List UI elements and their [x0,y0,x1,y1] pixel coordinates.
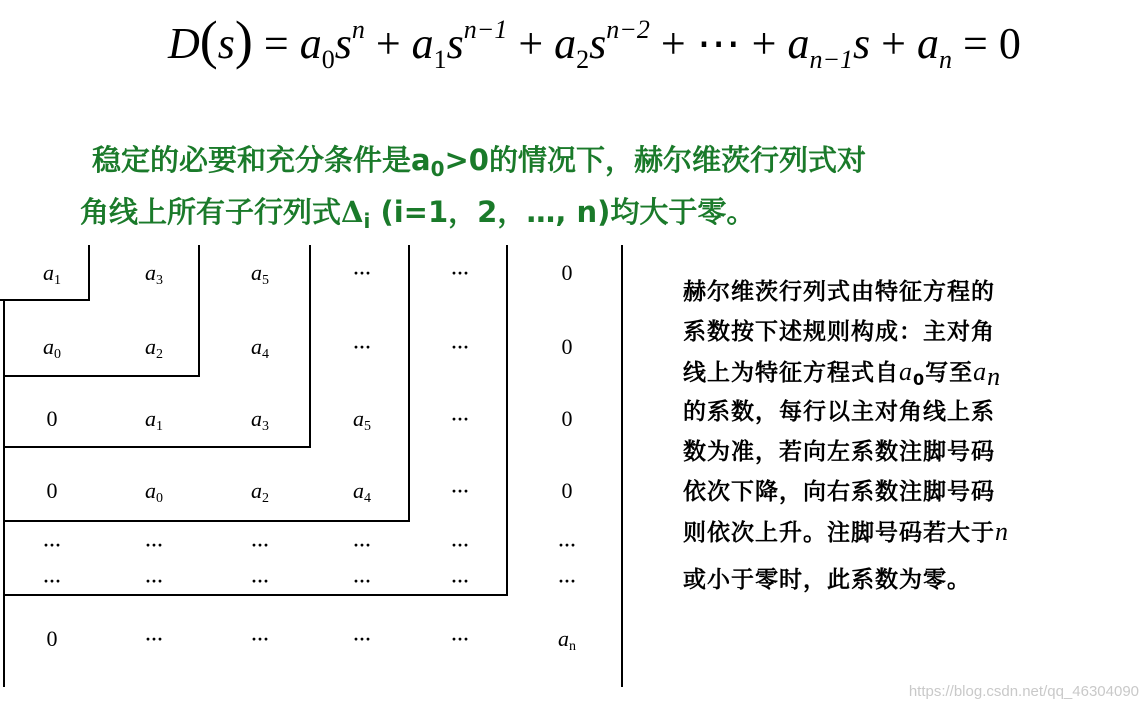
coef-subscript: 2 [262,491,269,506]
coef-subscript: 5 [262,273,269,288]
coef-symbol: a [558,626,569,651]
matrix-cell [124,405,184,433]
matrix-cell: ··· [352,571,371,591]
eq-var: s [334,19,352,68]
eq-var: s [217,19,235,68]
matrix-cell: ··· [42,535,61,555]
eq-var: s [589,19,607,68]
hurwitz-matrix [0,245,640,690]
description-text: 则依次上升。注脚号码若大于 [683,520,995,546]
matrix-cell: ··· [450,481,469,501]
matrix-cell [230,405,290,433]
coef-subscript: 1 [54,273,61,288]
description-line: 或小于零时，此系数为零。 [683,567,971,593]
characteristic-equation: $D(s) = a_0s^n + a_1s^{n-1} + a_2s^{n-2}$ + ⋯ + $a_{n-1}s + a_n = 0$ [168,10,1021,74]
delta-symbol: Δ [341,195,364,229]
condition-text: 稳定的必要和充分条件是a [92,143,431,177]
coef-subscript: 2 [156,347,163,362]
description-text: 写至 [925,360,974,386]
coef-subscript: n [569,639,576,654]
matrix-cell: ··· [144,571,163,591]
eq-term-coef: a [916,19,939,68]
matrix-cell [124,333,184,361]
matrix-cell [22,259,82,287]
watermark: https://blog.csdn.net/qq_46304090 [908,683,1139,700]
coef-subscript: 4 [364,491,371,506]
matrix-cell: 0 [46,478,58,503]
matrix-cell: ··· [42,571,61,591]
condition-text: >0的情况下，赫尔维茨行列式对 [444,143,866,177]
condition-line-2 [80,190,755,231]
matrix-cell: 0 [561,406,573,431]
eq-term-exp: n [351,15,365,44]
matrix-cell: ··· [450,409,469,429]
eq-term-sub: n−1 [809,45,854,74]
matrix-cell: 0 [561,334,573,359]
description-text: 线上为特征方程式自 [683,360,899,386]
matrix-cell: ··· [250,535,269,555]
condition-sub: i [363,209,371,233]
minor-2-bottom [4,375,200,377]
matrix-cell: 0 [46,626,58,651]
description-sub: 0 [913,370,926,389]
minor-4-right [408,245,410,522]
coef-subscript: 0 [156,491,163,506]
description-line [683,352,1143,392]
description-sub: n [987,362,1002,391]
minor-3-bottom [4,446,311,448]
coef-symbol: a [353,406,364,431]
matrix-cell [22,333,82,361]
matrix-cell [332,405,392,433]
matrix-cell [124,259,184,287]
matrix-cell: 0 [46,406,58,431]
matrix-cell: ··· [557,571,576,591]
coef-symbol: a [251,478,262,503]
matrix-cell [124,477,184,505]
condition-line-1 [92,138,866,179]
matrix-cell [230,333,290,361]
matrix-cell: ··· [450,571,469,591]
coef-symbol: a [251,334,262,359]
description-line: 系数按下述规则构成：主对角 [683,319,995,345]
matrix-cell: ··· [352,535,371,555]
coef-subscript: 0 [54,347,61,362]
eq-term-sub: 0 [321,45,335,74]
matrix-cell: ··· [352,263,371,283]
eq-term-coef: a [787,19,810,68]
minor-1-right [88,245,90,301]
minor-1-bottom [0,299,90,301]
eq-term-coef: a [554,19,577,68]
matrix-cell: ··· [144,535,163,555]
eq-term-coef: a [299,19,322,68]
description-line: 赫尔维茨行列式由特征方程的 [683,279,995,305]
minor-2-right [198,245,200,377]
description-symbol: n [995,517,1009,546]
matrix-cell: ··· [250,629,269,649]
matrix-cell: ··· [144,629,163,649]
eq-term-exp: n−1 [463,15,508,44]
matrix-cell [230,477,290,505]
matrix-cell: 0 [561,260,573,285]
coef-symbol: a [43,260,54,285]
coef-subscript: 1 [156,419,163,434]
eq-term-sub: 2 [576,45,590,74]
condition-text: 角线上所有子行列式 [80,195,342,229]
description-line [683,512,1143,552]
description-symbol: a [899,357,913,386]
coef-symbol: a [251,406,262,431]
description-line: 数为准，若向左系数注脚号码 [683,439,995,465]
matrix-cell: ··· [450,535,469,555]
coef-symbol: a [145,478,156,503]
coef-symbol: a [145,334,156,359]
eq-term-sub: n [938,45,952,74]
condition-text: (i=1，2，…, n)均大于零。 [370,195,756,229]
description-line: 依次下降，向右系数注脚号码 [683,479,995,505]
eq-term-coef: a [411,19,434,68]
matrix-cell: 0 [561,478,573,503]
coef-symbol: a [145,260,156,285]
matrix-cell: ··· [557,535,576,555]
matrix-cell: ··· [352,337,371,357]
minor-4-bottom [4,520,410,522]
matrix-cell: ··· [450,337,469,357]
coef-symbol: a [353,478,364,503]
hurwitz-description [683,272,1143,600]
eq-term-exp: n−2 [606,15,650,44]
minor-3-right [309,245,311,448]
description-symbol: a [973,357,988,386]
eq-lhs: D [168,19,200,68]
coef-subscript: 3 [156,273,163,288]
coef-subscript: 4 [262,347,269,362]
minor-5-right [506,245,508,596]
matrix-cell [332,477,392,505]
matrix-left-border [3,299,5,687]
eq-rhs: 0 [998,19,1021,68]
matrix-right-border [621,245,623,687]
coef-symbol: a [145,406,156,431]
matrix-cell: ··· [352,629,371,649]
condition-sub: 0 [430,157,445,181]
eq-var: s [446,19,464,68]
matrix-cell [230,259,290,287]
eq-var: s [853,19,871,68]
coef-symbol: a [43,334,54,359]
matrix-cell: ··· [250,571,269,591]
coef-subscript: 3 [262,419,269,434]
eq-ellipsis: ⋯ [696,19,741,68]
matrix-cell: ··· [450,629,469,649]
description-line: 的系数，每行以主对角线上系 [683,399,995,425]
coef-symbol: a [251,260,262,285]
eq-term-sub: 1 [433,45,447,74]
coef-subscript: 5 [364,419,371,434]
matrix-cell: ··· [450,263,469,283]
matrix-cell [537,625,597,653]
